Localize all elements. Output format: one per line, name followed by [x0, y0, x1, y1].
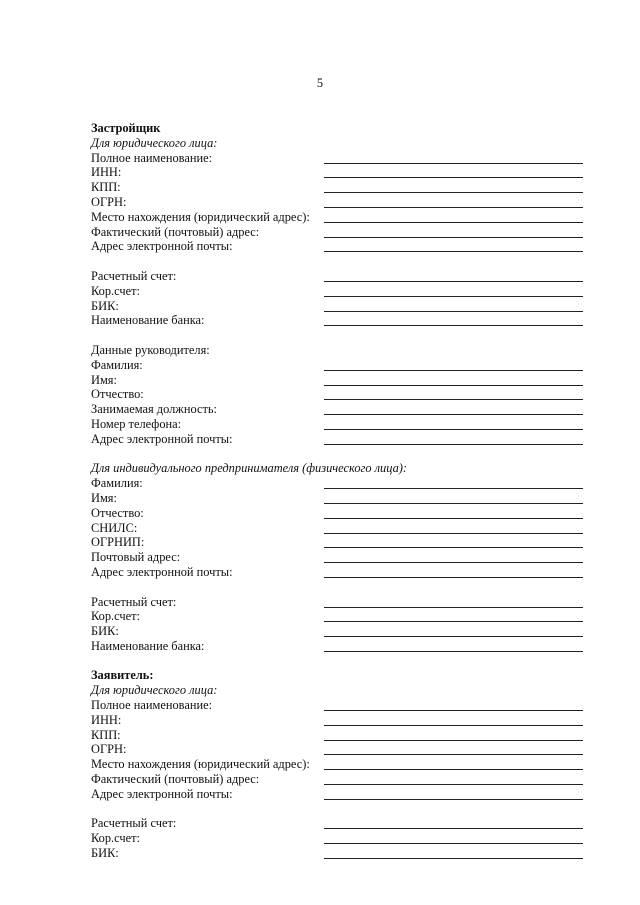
individual-subheading: Для индивидуального предпринимателя (физического лица): — [91, 461, 408, 476]
field-label: Расчетный счет: — [91, 816, 177, 831]
fill-in-line[interactable] — [324, 828, 583, 829]
fill-in-line[interactable] — [324, 843, 583, 844]
fill-in-line[interactable] — [324, 296, 583, 297]
fill-in-line[interactable] — [324, 858, 583, 859]
form-field-row — [91, 742, 583, 757]
field-label: ОГРНИП: — [91, 535, 145, 550]
field-label: Почтовый адрес: — [91, 550, 181, 565]
form-field-row — [91, 728, 583, 743]
field-label: Номер телефона: — [91, 416, 182, 431]
form-field-row — [91, 521, 583, 536]
form-field-row — [91, 358, 583, 373]
fill-in-line[interactable] — [324, 740, 583, 741]
form-field-row — [91, 757, 583, 772]
field-label: Фактический (почтовый) адрес: — [91, 772, 260, 787]
field-label: КПП: — [91, 727, 121, 742]
form-field-row — [91, 210, 583, 225]
developer-legal-subheading-row — [91, 136, 583, 151]
fill-in-line[interactable] — [324, 222, 583, 223]
fill-in-line[interactable] — [324, 754, 583, 755]
form-field-row — [91, 387, 583, 402]
applicant-legal-fields — [91, 698, 583, 802]
form-field-row — [91, 180, 583, 195]
developer-legal-fields — [91, 151, 583, 255]
form-field-row — [91, 565, 583, 580]
field-label: БИК: — [91, 846, 119, 861]
form-field-row — [91, 225, 583, 240]
fill-in-line[interactable] — [324, 163, 583, 164]
field-label: Адрес электронной почты: — [91, 239, 233, 254]
form-field-row — [91, 846, 583, 861]
spacer — [91, 580, 583, 595]
developer-heading: Застройщик — [91, 121, 161, 135]
field-label: КПП: — [91, 180, 121, 195]
fill-in-line[interactable] — [324, 399, 583, 400]
fill-in-line[interactable] — [324, 385, 583, 386]
form-field-row — [91, 269, 583, 284]
form-field-row — [91, 639, 583, 654]
form-field-row — [91, 535, 583, 550]
developer-heading-row — [91, 121, 583, 136]
fill-in-line[interactable] — [324, 237, 583, 238]
field-label: СНИЛС: — [91, 520, 138, 535]
field-label: Адрес электронной почты: — [91, 431, 233, 446]
form-content — [91, 121, 583, 861]
form-field-row — [91, 432, 583, 447]
individual-fields — [91, 476, 583, 580]
form-field-row — [91, 476, 583, 491]
field-label: Занимаемая должность: — [91, 402, 217, 417]
form-field-row — [91, 713, 583, 728]
form-field-row — [91, 239, 583, 254]
field-label: Фамилия: — [91, 476, 143, 491]
field-label: Имя: — [91, 490, 117, 505]
field-label: ОГРН: — [91, 742, 127, 757]
fill-in-line[interactable] — [324, 607, 583, 608]
form-field-row — [91, 595, 583, 610]
fill-in-line[interactable] — [324, 547, 583, 548]
spacer — [91, 654, 583, 669]
applicant-bank-fields — [91, 816, 583, 860]
fill-in-line[interactable] — [324, 651, 583, 652]
field-label: Отчество: — [91, 387, 144, 402]
developer-bank-fields — [91, 269, 583, 328]
form-field-row — [91, 624, 583, 639]
fill-in-line[interactable] — [324, 725, 583, 726]
applicant-legal-subheading: Для юридического лица: — [91, 683, 218, 698]
field-label: Кор.счет: — [91, 831, 140, 846]
field-label: ОГРН: — [91, 194, 127, 209]
field-label: Полное наименование: — [91, 698, 213, 713]
form-field-row — [91, 787, 583, 802]
fill-in-line[interactable] — [324, 488, 583, 489]
field-label: Наименование банка: — [91, 313, 205, 328]
fill-in-line[interactable] — [324, 370, 583, 371]
fill-in-line[interactable] — [324, 192, 583, 193]
fill-in-line[interactable] — [324, 799, 583, 800]
individual-bank-fields — [91, 595, 583, 654]
field-label: Место нахождения (юридический адрес): — [91, 209, 310, 224]
individual-subheading-row — [91, 461, 583, 476]
field-label: Наименование банка: — [91, 638, 205, 653]
developer-legal-subheading: Для юридического лица: — [91, 135, 218, 150]
fill-in-line[interactable] — [324, 562, 583, 563]
field-label: Адрес электронной почты: — [91, 564, 233, 579]
fill-in-line[interactable] — [324, 533, 583, 534]
fill-in-line[interactable] — [324, 577, 583, 578]
form-field-row — [91, 284, 583, 299]
form-field-row — [91, 402, 583, 417]
fill-in-line[interactable] — [324, 710, 583, 711]
form-field-row — [91, 609, 583, 624]
manager-fields — [91, 358, 583, 447]
fill-in-line[interactable] — [324, 769, 583, 770]
form-field-row — [91, 831, 583, 846]
applicant-heading: Заявитель: — [91, 668, 154, 683]
fill-in-line[interactable] — [324, 444, 583, 445]
field-label: БИК: — [91, 624, 119, 639]
fill-in-line[interactable] — [324, 621, 583, 622]
fill-in-line[interactable] — [324, 281, 583, 282]
applicant-heading-row — [91, 668, 583, 683]
fill-in-line[interactable] — [324, 251, 583, 252]
form-field-row — [91, 165, 583, 180]
form-field-row — [91, 550, 583, 565]
manager-heading-row — [91, 343, 583, 358]
applicant-legal-subheading-row — [91, 683, 583, 698]
spacer — [91, 254, 583, 269]
field-label: Полное наименование: — [91, 150, 213, 165]
field-label: Расчетный счет: — [91, 594, 177, 609]
fill-in-line[interactable] — [324, 518, 583, 519]
fill-in-line[interactable] — [324, 784, 583, 785]
fill-in-line[interactable] — [324, 207, 583, 208]
form-field-row — [91, 373, 583, 388]
fill-in-line[interactable] — [324, 503, 583, 504]
page-number: 5 — [316, 76, 324, 90]
fill-in-line[interactable] — [324, 429, 583, 430]
spacer — [91, 328, 583, 343]
fill-in-line[interactable] — [324, 414, 583, 415]
field-label: Расчетный счет: — [91, 268, 177, 283]
form-field-row — [91, 417, 583, 432]
field-label: Имя: — [91, 372, 117, 387]
field-label: Место нахождения (юридический адрес): — [91, 757, 310, 772]
field-label: Кор.счет: — [91, 609, 140, 624]
form-field-row — [91, 816, 583, 831]
fill-in-line[interactable] — [324, 636, 583, 637]
form-field-row — [91, 772, 583, 787]
field-label: Фактический (почтовый) адрес: — [91, 224, 260, 239]
field-label: Отчество: — [91, 505, 144, 520]
form-field-row — [91, 151, 583, 166]
form-field-row — [91, 506, 583, 521]
form-field-row — [91, 313, 583, 328]
manager-heading: Данные руководителя: — [91, 342, 210, 357]
fill-in-line[interactable] — [324, 325, 583, 326]
fill-in-line[interactable] — [324, 311, 583, 312]
field-label: Адрес электронной почты: — [91, 786, 233, 801]
spacer — [91, 447, 583, 462]
fill-in-line[interactable] — [324, 177, 583, 178]
field-label: Фамилия: — [91, 357, 143, 372]
form-field-row — [91, 195, 583, 210]
spacer — [91, 802, 583, 817]
form-field-row — [91, 299, 583, 314]
form-field-row — [91, 698, 583, 713]
field-label: ИНН: — [91, 165, 122, 180]
form-field-row — [91, 491, 583, 506]
field-label: ИНН: — [91, 712, 122, 727]
field-label: БИК: — [91, 298, 119, 313]
field-label: Кор.счет: — [91, 283, 140, 298]
